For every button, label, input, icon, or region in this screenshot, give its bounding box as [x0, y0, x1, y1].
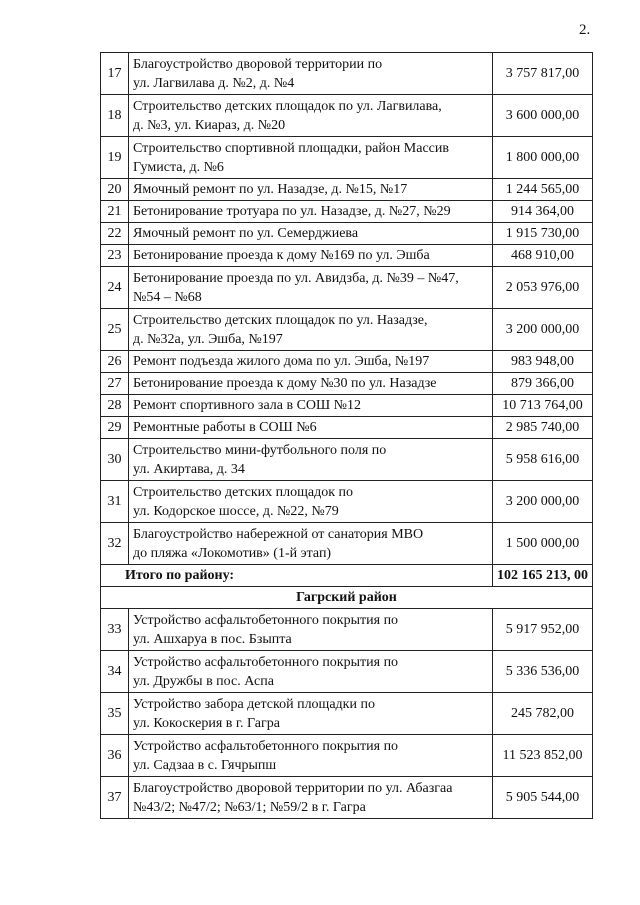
row-amount: 3 200 000,00 [493, 481, 593, 523]
table-row [101, 523, 593, 565]
row-description [129, 351, 493, 373]
row-number: 25 [101, 309, 129, 351]
table-row [101, 609, 593, 651]
row-number: 29 [101, 417, 129, 439]
row-amount: 1 500 000,00 [493, 523, 593, 565]
table-row [101, 309, 593, 351]
row-description [129, 417, 493, 439]
table-row [101, 223, 593, 245]
row-number: 37 [101, 777, 129, 819]
table-body-district [101, 53, 593, 565]
row-number: 23 [101, 245, 129, 267]
description-line: Бетонирование проезда к дому №30 по ул. Назадзе [133, 376, 437, 391]
row-number: 20 [101, 179, 129, 201]
row-amount: 5 905 544,00 [493, 777, 593, 819]
description-line: №43/2; №47/2; №63/1; №59/2 в г. Гагра [133, 799, 366, 815]
table-row [101, 373, 593, 395]
description-line: ул. Кодорское шоссе, д. №22, №79 [133, 503, 339, 519]
total-label: Итого по району: [101, 565, 493, 587]
row-number: 28 [101, 395, 129, 417]
row-description [129, 777, 493, 819]
total-row [101, 565, 593, 587]
description-line: №54 – №68 [133, 289, 202, 305]
row-number: 30 [101, 439, 129, 481]
description-line: Бетонирование тротуара по ул. Назадзе, д. №27, №29 [133, 204, 451, 219]
row-description [129, 223, 493, 245]
row-amount: 914 364,00 [493, 201, 593, 223]
description-line: Бетонирование проезда к дому №169 по ул. Эшба [133, 248, 430, 263]
row-amount: 1 915 730,00 [493, 223, 593, 245]
row-description [129, 523, 493, 565]
table-row [101, 735, 593, 777]
table-row [101, 693, 593, 735]
description-line: Ремонт подъезда жилого дома по ул. Эшба, №197 [133, 354, 430, 369]
row-amount: 5 958 616,00 [493, 439, 593, 481]
description-line: ул. Садзаа в с. Гячрыпш [133, 757, 277, 773]
description-line: ул. Лагвилава д. №2, д. №4 [133, 75, 295, 91]
description-line: Строительство мини-футбольного поля по [133, 442, 387, 458]
description-line: ул. Дружбы в пос. Аспа [133, 673, 274, 689]
row-amount: 11 523 852,00 [493, 735, 593, 777]
row-description [129, 609, 493, 651]
total-amount: 102 165 213, 00 [493, 565, 593, 587]
description-line: Бетонирование проезда по ул. Авидзба, д. №39 – №47, [133, 270, 459, 286]
row-number: 31 [101, 481, 129, 523]
table-row [101, 351, 593, 373]
row-number: 22 [101, 223, 129, 245]
table-row [101, 267, 593, 309]
description-line: до пляжа «Локомотив» (1-й этап) [133, 545, 332, 561]
table-row [101, 245, 593, 267]
row-amount: 879 366,00 [493, 373, 593, 395]
description-line: Благоустройство дворовой территории по [133, 56, 383, 72]
row-number: 19 [101, 137, 129, 179]
row-description [129, 481, 493, 523]
row-amount: 5 336 536,00 [493, 651, 593, 693]
row-number: 27 [101, 373, 129, 395]
page-number: 2. [579, 22, 591, 38]
row-amount: 245 782,00 [493, 693, 593, 735]
row-number: 33 [101, 609, 129, 651]
description-line: Строительство детских площадок по ул. Назадзе, [133, 312, 428, 328]
row-number: 35 [101, 693, 129, 735]
description-line: ул. Кокоскерия в г. Гагра [133, 715, 280, 731]
table-row [101, 395, 593, 417]
description-line: Устройство забора детской площадки по [133, 696, 375, 712]
table-row [101, 651, 593, 693]
row-amount: 1 244 565,00 [493, 179, 593, 201]
table-row [101, 439, 593, 481]
row-description [129, 201, 493, 223]
table-row [101, 137, 593, 179]
description-line: Строительство детских площадок по [133, 484, 354, 500]
table-row [101, 95, 593, 137]
row-amount: 3 757 817,00 [493, 53, 593, 95]
description-line: Строительство детских площадок по ул. Лагвилава, [133, 98, 442, 114]
table-row [101, 481, 593, 523]
row-amount: 5 917 952,00 [493, 609, 593, 651]
row-description [129, 309, 493, 351]
description-line: Устройство асфальтобетонного покрытия по [133, 654, 399, 670]
row-number: 17 [101, 53, 129, 95]
description-line: ул. Ашхаруа в пос. Бзыпта [133, 631, 292, 647]
row-description [129, 373, 493, 395]
table-total [101, 565, 593, 609]
row-number: 24 [101, 267, 129, 309]
section-title: Гагрский район [101, 587, 593, 609]
row-number: 26 [101, 351, 129, 373]
row-amount: 3 600 000,00 [493, 95, 593, 137]
table-row [101, 417, 593, 439]
section-row [101, 587, 593, 609]
row-description [129, 651, 493, 693]
row-amount: 2 985 740,00 [493, 417, 593, 439]
table-row [101, 179, 593, 201]
table-row [101, 201, 593, 223]
row-amount: 1 800 000,00 [493, 137, 593, 179]
row-description [129, 735, 493, 777]
row-number: 34 [101, 651, 129, 693]
description-line: Устройство асфальтобетонного покрытия по [133, 612, 399, 628]
row-description [129, 179, 493, 201]
description-line: д. №32а, ул. Эшба, №197 [133, 331, 283, 347]
row-description [129, 53, 493, 95]
row-amount: 2 053 976,00 [493, 267, 593, 309]
works-table [100, 52, 593, 819]
row-number: 36 [101, 735, 129, 777]
row-description [129, 395, 493, 417]
table-body-gagra [101, 609, 593, 819]
description-line: ул. Акиртава, д. 34 [133, 461, 245, 477]
row-description [129, 245, 493, 267]
row-amount: 468 910,00 [493, 245, 593, 267]
row-amount: 3 200 000,00 [493, 309, 593, 351]
row-number: 21 [101, 201, 129, 223]
description-line: Строительство спортивной площадки, район Массив [133, 140, 449, 156]
row-number: 18 [101, 95, 129, 137]
row-amount: 983 948,00 [493, 351, 593, 373]
description-line: Ремонт спортивного зала в СОШ №12 [133, 398, 362, 413]
description-line: Благоустройство набережной от санатория МВО [133, 526, 424, 542]
description-line: Благоустройство дворовой территории по ул. Абазгаа [133, 780, 453, 796]
row-description [129, 137, 493, 179]
row-description [129, 439, 493, 481]
description-line: Ремонтные работы в СОШ №6 [133, 420, 317, 435]
description-line: д. №3, ул. Киараз, д. №20 [133, 117, 286, 133]
row-description [129, 267, 493, 309]
row-description [129, 693, 493, 735]
table-row [101, 777, 593, 819]
description-line: Устройство асфальтобетонного покрытия по [133, 738, 399, 754]
description-line: Ямочный ремонт по ул. Назадзе, д. №15, №17 [133, 182, 408, 197]
row-amount: 10 713 764,00 [493, 395, 593, 417]
description-line: Гумиста, д. №6 [133, 159, 224, 175]
row-number: 32 [101, 523, 129, 565]
description-line: Ямочный ремонт по ул. Семерджиева [133, 226, 359, 241]
row-description [129, 95, 493, 137]
table-row [101, 53, 593, 95]
